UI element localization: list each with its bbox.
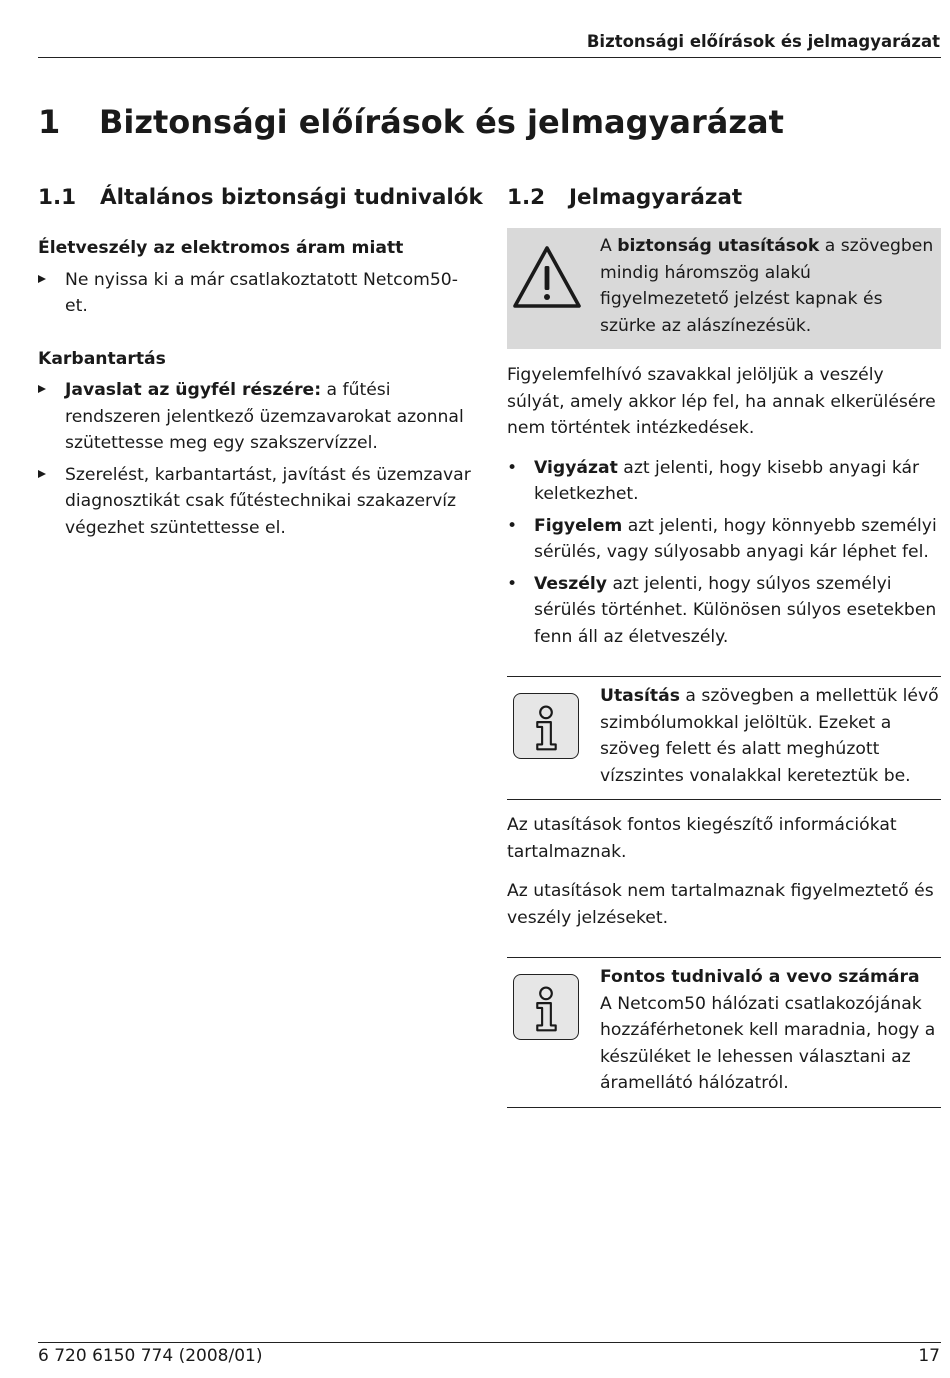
signal-word: Veszély (534, 573, 608, 594)
signal-word-description: azt jelenti, hogy kisebb anyagi kár keletkezhet. (534, 457, 920, 504)
info-box-body: a szövegben a mellettük lévő szimbólumokkal jelöltük. Ezeket a szöveg felett és alatt meghúzott vízszintes vonalakkal kereteztük be. (600, 686, 939, 786)
instructions-para-1: Az utasítások fontos kiegészítő információkat tartalmaznak. (507, 815, 897, 862)
chapter-number: 1 (38, 103, 61, 141)
footer-rule (38, 1342, 941, 1343)
section-1-1-heading (38, 183, 483, 213)
list-item (507, 571, 941, 651)
notice-text-b: a szövegben mindig háromszög alakú figyelmezetető jelzést kapnak és szürke az alászínezésük. (600, 236, 934, 336)
customer-info-title: Fontos tudnivaló a vevo számára (600, 967, 920, 987)
signal-words-intro: Figyelemfelhívó szavakkal jelöljük a veszély súlyát, amely akkor lép fel, ha annak elkerülésére nem történtek intézkedések. (507, 365, 936, 438)
page-number: 17 (918, 1346, 940, 1366)
section-1-1-number: 1.1 (38, 185, 77, 210)
list-item (507, 455, 941, 508)
section-1-2-heading (507, 183, 742, 213)
list-item-text: Szerelést, karbantartást, javítást és üzemzavar diagnosztikát csak fűtéstechnikai szakazervíz végezhet szüntettesse el. (65, 464, 471, 538)
signal-word-description: azt jelenti, hogy könnyebb személyi sérülés, vagy súlyosabb anyagi kár léphet fel. (534, 515, 937, 562)
section-1-2-title: Jelmagyarázat (569, 185, 743, 210)
section-1-1-title: Általános biztonsági tudnivalók (100, 185, 483, 210)
chapter-title (38, 100, 928, 144)
warning-triangle-icon (511, 244, 583, 310)
notice-text-bold: biztonság utasítások (617, 236, 820, 256)
instructions-para-2: Az utasítások nem tartalmaznak figyelmeztető és veszély jelzéseket. (507, 881, 934, 928)
customer-info-text (600, 958, 941, 1107)
instruction-info-text (600, 677, 941, 799)
list-item (38, 462, 473, 542)
triangle-bullet-icon (38, 275, 46, 283)
customer-info-body: A Netcom50 hálózati csatlakozójának hozzáférhetonek kell maradnia, hogy a készüléket le lehessen választani az áramellátó hálózatról. (600, 993, 936, 1093)
electric-hazard-heading: Életveszély az elektromos áram miatt (38, 238, 404, 258)
triangle-bullet-icon (38, 385, 46, 393)
right-column (507, 228, 941, 1108)
signal-word-description: azt jelenti, hogy súlyos személyi sérülés történhet. Különösen súlyos esetekben fenn áll az életveszély. (534, 573, 937, 647)
electric-hazard-list (38, 267, 473, 320)
list-item (38, 377, 473, 457)
signal-words-list (507, 455, 941, 651)
document-number: 6 720 6150 774 (2008/01) (38, 1346, 263, 1366)
maintenance-heading: Karbantartás (38, 348, 166, 369)
bullet-dot-icon: • (507, 515, 518, 536)
running-header: Biztonsági előírások és jelmagyarázat (586, 32, 940, 51)
left-column (38, 235, 473, 541)
safety-notice-text (600, 233, 935, 339)
info-box-lead: Utasítás (600, 686, 680, 706)
safety-notice-box (507, 228, 941, 349)
list-item-lead: Javaslat az ügyfél részére: (65, 380, 322, 400)
triangle-bullet-icon (38, 470, 46, 478)
customer-info-box (507, 957, 941, 1108)
signal-word: Figyelem (534, 515, 623, 536)
list-item-text: a fűtési rendszeren jelentkező üzemzavarokat azonnal szütettesse meg egy szakszervízzel. (65, 380, 464, 453)
section-1-2-number: 1.2 (507, 185, 546, 210)
notice-text-a: A (600, 236, 618, 256)
list-item-text: Ne nyissa ki a már csatlakoztatott Netcom50-et. (65, 269, 458, 316)
bullet-dot-icon: • (507, 457, 518, 478)
maintenance-list (38, 377, 473, 541)
signal-word: Vigyázat (534, 457, 618, 478)
list-item (38, 267, 473, 320)
bullet-dot-icon: • (507, 573, 518, 594)
chapter-title-text: Biztonsági előírások és jelmagyarázat (99, 103, 784, 141)
info-icon (513, 974, 579, 1040)
header-rule (38, 57, 941, 58)
list-item (507, 513, 941, 566)
info-icon (513, 693, 579, 759)
instruction-info-box (507, 676, 941, 800)
